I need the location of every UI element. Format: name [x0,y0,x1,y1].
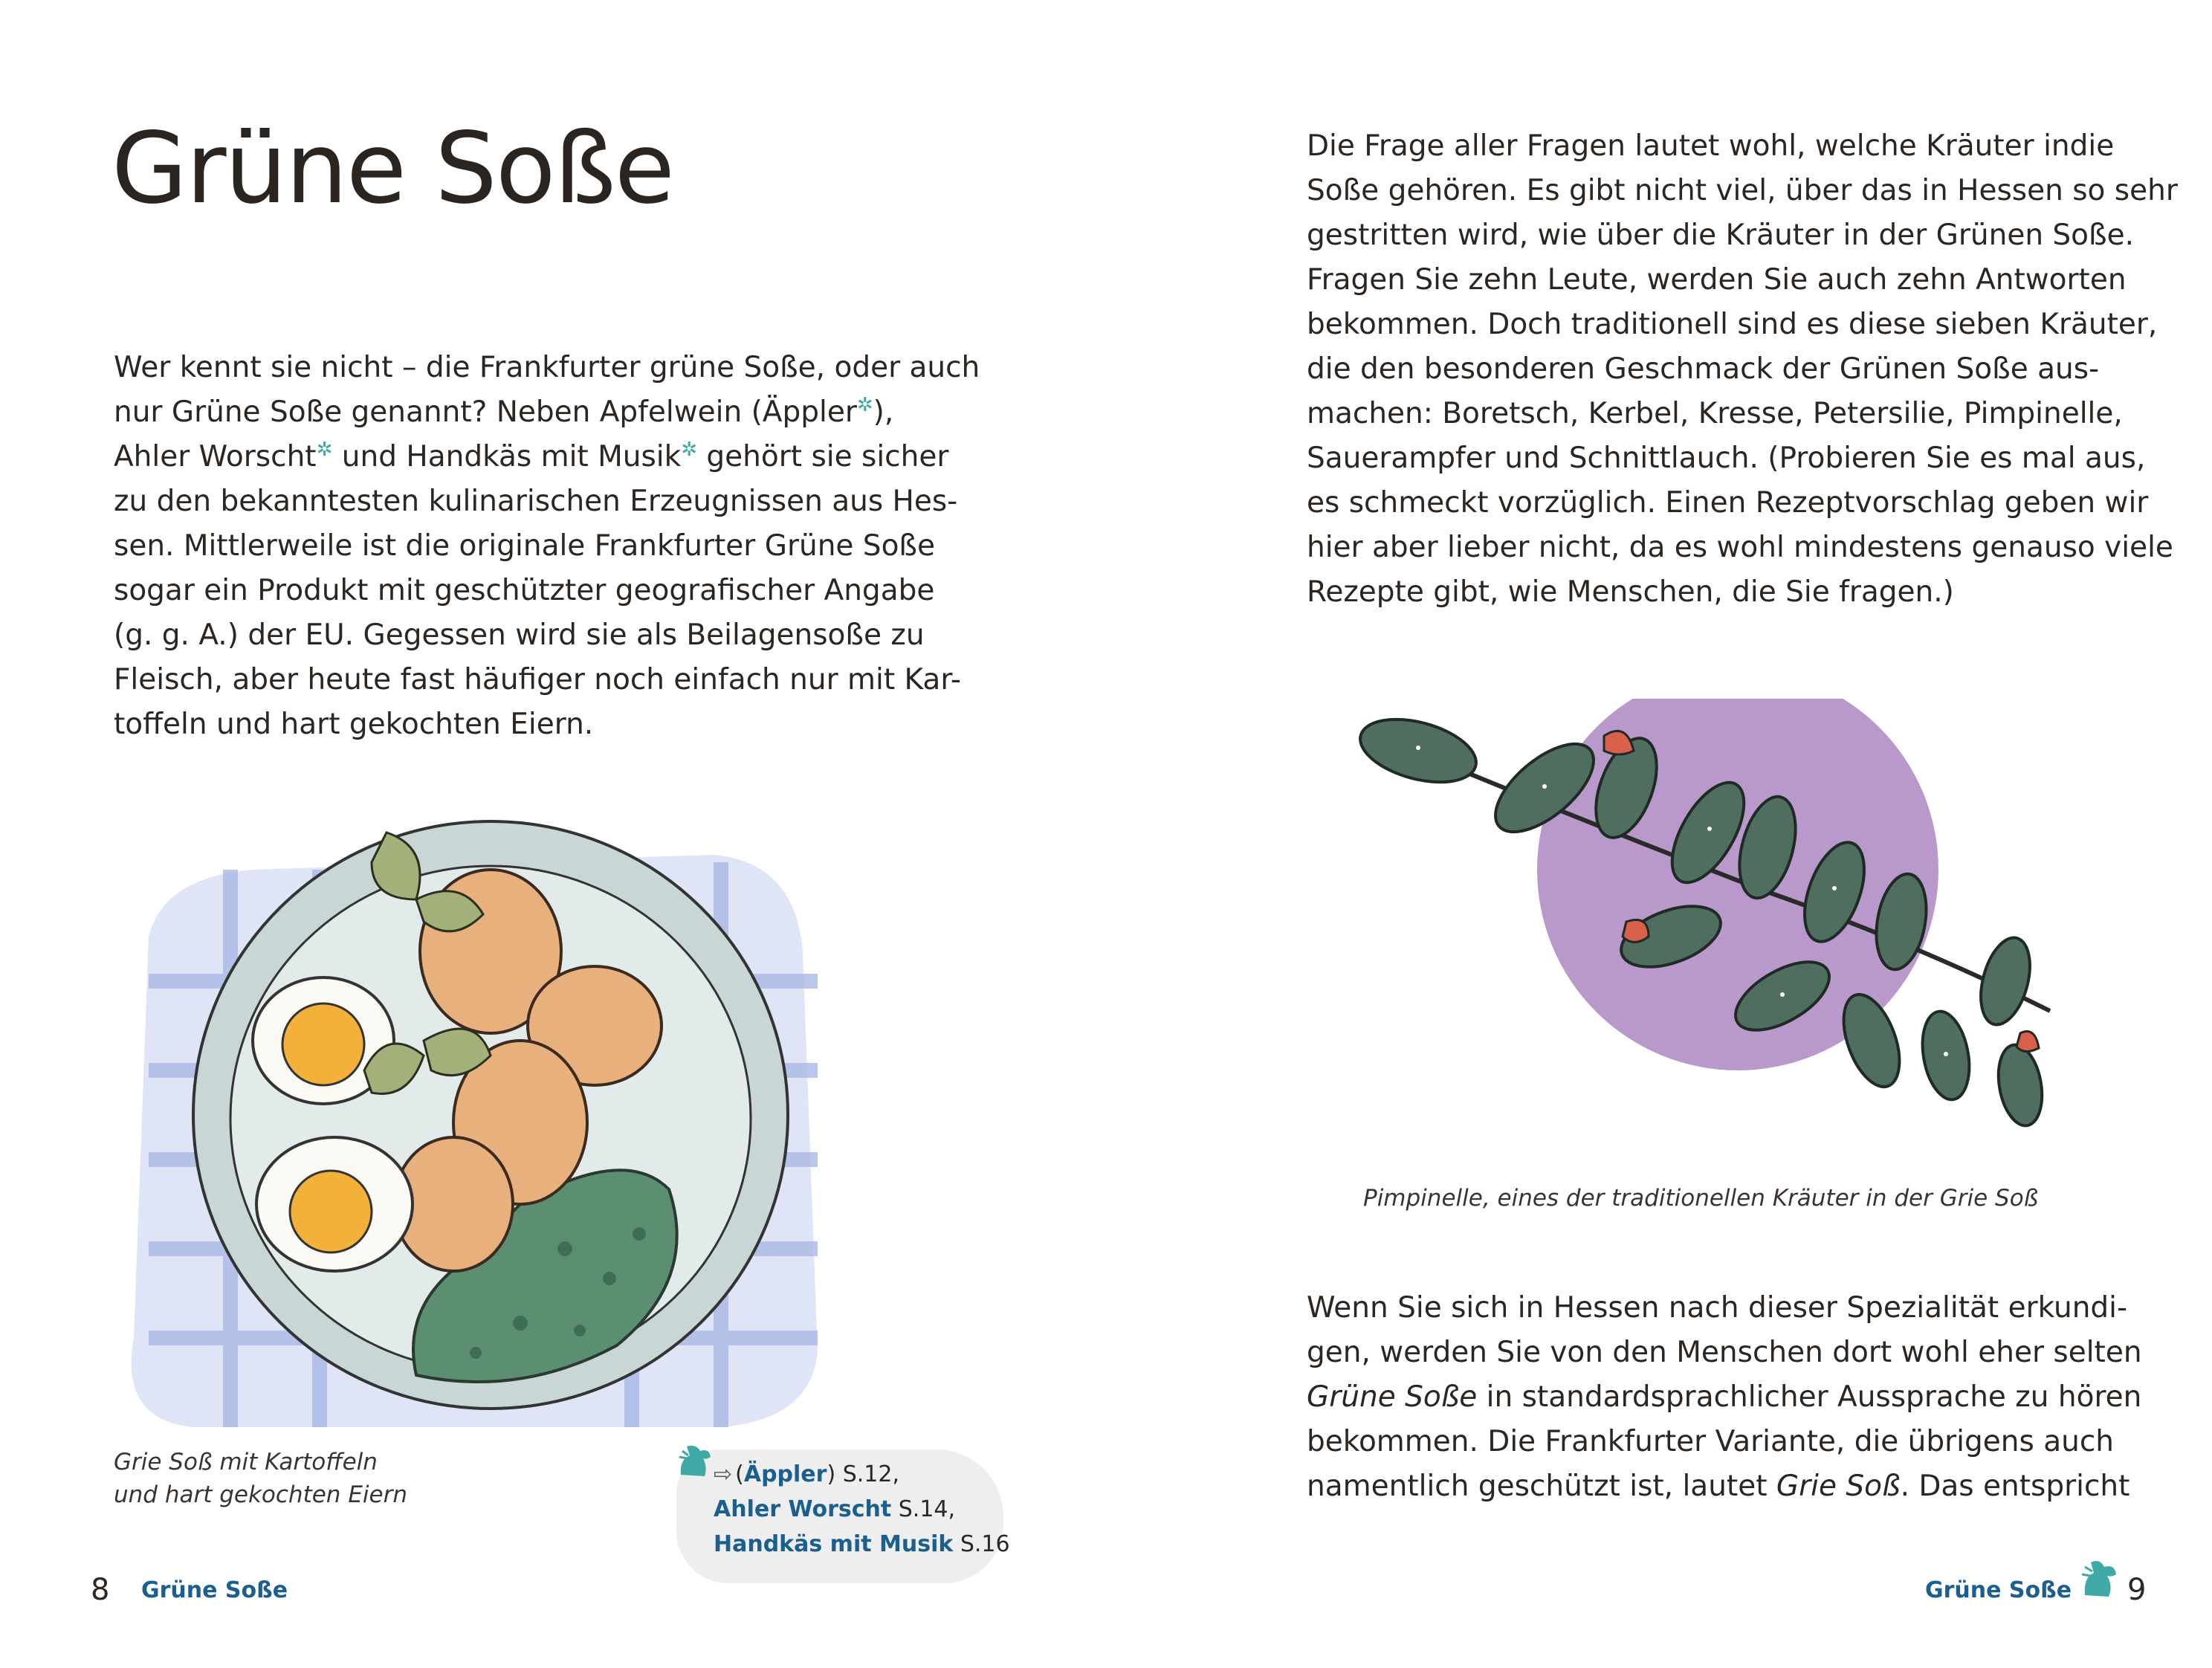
running-title: Grüne Soße [141,1577,288,1603]
text-line: toffeln und hart gekochten Eiern. [114,708,594,741]
page-number: 8 [91,1573,110,1607]
text-line: nur Grüne Soße genannt? Neben Apfelwein (Äppler✲), [114,394,894,429]
intro-paragraph [114,346,980,747]
link-aeppler[interactable]: Äppler [743,1461,827,1487]
link-ahler-worscht[interactable]: Ahler Worscht [714,1496,892,1522]
text-line: Wer kennt sie nicht – die Frankfurter grüne Soße, oder auch [114,351,980,384]
plate-illustration [104,788,847,1442]
right-page [1106,0,2212,1668]
hessian-lion-icon [2076,1552,2122,1601]
plate-caption: Grie Soß mit Kartoffeln und hart gekochten Eiern [114,1449,407,1508]
herbs-paragraph: Die Frage aller Fragen lautet wohl, welche Kräuter indie Soße gehören. Es gibt nicht viel, über das in Hessen so sehr gestritten wird, wie über die Kräuter in der Grünen Soße. Fragen Sie zehn Leute, werden Sie auch zehn Antworten bekommen. Doch traditionell sind es diese sieben Kräuter, die den besonderen Geschmack der Grünen Soße aus- machen: Boretsch, Kerbel, Kresse, Petersilie, Pimpinelle, Sauerampfer und Schnittlauch. (Probieren Sie es mal aus, es schmeckt vorzüglich. Einen Rezeptvorschlag geben wir hier aber lieber nicht, da es wohl mindestens genauso viele Rezepte gibt, wie Menschen, die Sie fragen.) [1307,129,2178,609]
page-number: 9 [2127,1573,2147,1607]
text-line: sen. Mittlerweile ist die originale Frankfurter Grüne Soße [114,529,935,563]
cross-reference-list: ⇨ (Äppler) S.12, Ahler Worscht S.14, Handkäs mit Musik S.16 [714,1461,1010,1557]
text-line: zu den bekanntesten kulinarischen Erzeugnissen aus Hes- [114,485,958,518]
text-line: Ahler Worscht✲ und Handkäs mit Musik✲ gehört sie sicher [114,439,949,473]
arrow-right-icon: ⇨ [714,1461,733,1487]
link-handkaes[interactable]: Handkäs mit Musik [714,1531,954,1557]
text-line: Fleisch, aber heute fast häufiger noch einfach nur mit Kar- [114,663,961,696]
hessian-lion-icon [673,1438,718,1482]
page-title: Grüne Soße [111,111,673,226]
herb-caption: Pimpinelle, eines der traditionellen Kräuter in der Grie Soß [1363,1185,2039,1212]
pimpinelle-illustration [1351,699,2095,1160]
text-line: (g. g. A.) der EU. Gegessen wird sie als Beilagensoße zu [114,618,925,652]
running-title: Grüne Soße [1925,1577,2072,1603]
dialect-paragraph: Wenn Sie sich in Hessen nach dieser Spezialität erkundi- gen, werden Sie von den Menschen dort wohl eher selten Grüne Soße in standardsprachlicher Aussprache zu hören bekommen. Die Frankfurter Variante, die übrigens auch namentlich geschützt ist, lautet Grie Soß. Das entspricht [1307,1291,2142,1503]
text-line: sogar ein Produkt mit geschützter geografischer Angabe [114,574,935,607]
